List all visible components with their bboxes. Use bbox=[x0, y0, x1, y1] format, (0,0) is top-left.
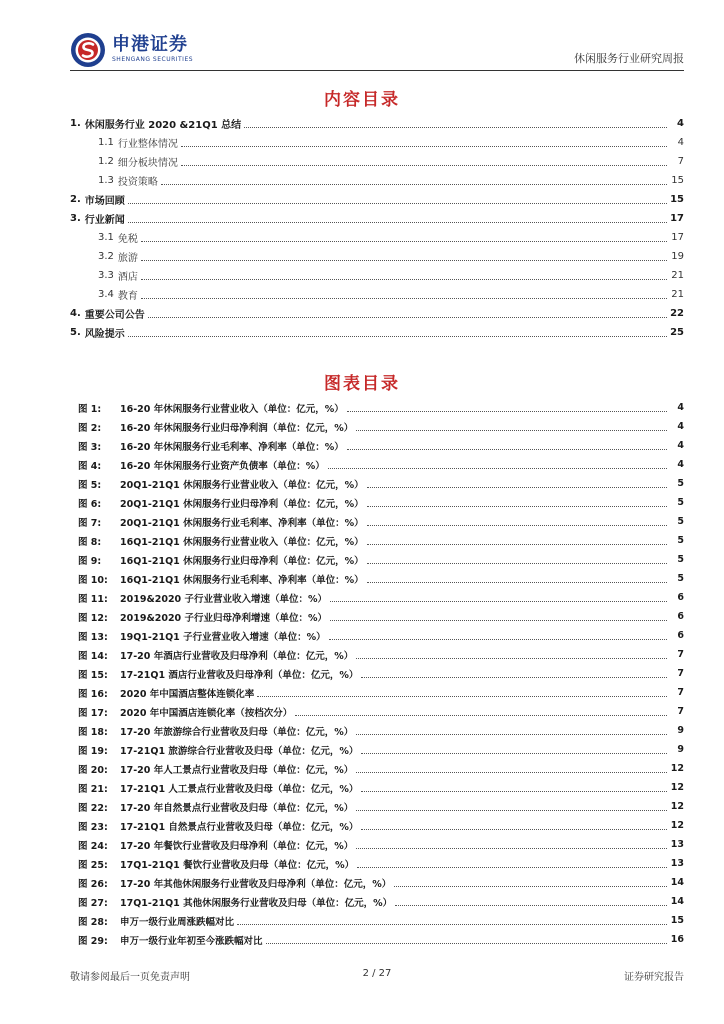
figure-entry-label: 17Q1-21Q1 餐饮行业营收及归母（单位：亿元，%） bbox=[120, 859, 355, 871]
toc-entry[interactable] bbox=[70, 266, 684, 285]
figure-entry-label: 16Q1-21Q1 休闲服务行业毛利率、净利率（单位：%） bbox=[120, 574, 364, 586]
figure-entry-page: 6 bbox=[677, 592, 684, 603]
toc-entry-page: 15 bbox=[670, 194, 684, 205]
figure-entry[interactable] bbox=[78, 455, 684, 474]
figure-entry-label: 17-20 年餐饮行业营收及归母净利（单位：亿元，%） bbox=[120, 840, 354, 852]
shengang-logo-icon bbox=[70, 32, 106, 68]
figure-entry[interactable] bbox=[78, 588, 684, 607]
figure-entry-page: 12 bbox=[670, 820, 684, 831]
dot-leader bbox=[181, 165, 667, 166]
brand bbox=[112, 35, 193, 64]
toc-entry-label: 细分板块情况 bbox=[117, 158, 178, 169]
toc-entry[interactable] bbox=[70, 209, 684, 228]
toc-entry-label: 市场回顾 bbox=[84, 196, 125, 207]
figure-entry[interactable] bbox=[78, 645, 684, 664]
figure-entry-number: 图 22: bbox=[78, 802, 108, 814]
toc-entry[interactable] bbox=[70, 190, 684, 209]
toc-entry-number: 1. bbox=[70, 118, 81, 129]
toc-entry-page: 21 bbox=[671, 289, 684, 300]
figure-entry[interactable] bbox=[78, 702, 684, 721]
figure-entry-label: 17-20 年自然景点行业营收及归母（单位：亿元，%） bbox=[120, 802, 354, 814]
toc-entry[interactable] bbox=[70, 228, 684, 247]
figure-entry-label: 17-21Q1 自然景点行业营收及归母（单位：亿元，%） bbox=[120, 821, 359, 833]
figure-entry[interactable] bbox=[78, 436, 684, 455]
figure-entry-label: 16Q1-21Q1 休闲服务行业营业收入（单位：亿元，%） bbox=[120, 536, 364, 548]
figure-entry-page: 7 bbox=[677, 649, 684, 660]
dot-leader bbox=[347, 411, 667, 412]
toc-entry-number: 1.1 bbox=[98, 137, 114, 148]
figure-entry-page: 6 bbox=[677, 630, 684, 641]
figure-entry[interactable] bbox=[78, 607, 684, 626]
toc-title: 内容目录 bbox=[324, 90, 400, 110]
figure-entry[interactable] bbox=[78, 664, 684, 683]
figure-entry[interactable] bbox=[78, 930, 684, 949]
figure-entry-label: 19Q1-21Q1 子行业营业收入增速（单位：%） bbox=[120, 631, 326, 643]
dot-leader bbox=[361, 829, 667, 830]
toc-entry-number: 3.4 bbox=[98, 289, 114, 300]
figure-entry-page: 15 bbox=[670, 915, 684, 926]
figure-entry-label: 16-20 年休闲服务行业归母净利润（单位：亿元，%） bbox=[120, 422, 354, 434]
dot-leader bbox=[244, 127, 667, 128]
toc-entry-number: 2. bbox=[70, 194, 81, 205]
toc-entry-number: 1.3 bbox=[98, 175, 114, 186]
dot-leader bbox=[367, 506, 667, 507]
dot-leader bbox=[356, 810, 667, 811]
figure-entry[interactable] bbox=[78, 550, 684, 569]
figure-entry-number: 图 8: bbox=[78, 536, 102, 548]
figure-entry-label: 16-20 年休闲服务行业毛利率、净利率（单位：%） bbox=[120, 441, 344, 453]
toc-entry-number: 4. bbox=[70, 308, 81, 319]
dot-leader bbox=[395, 905, 667, 906]
report-type: 休闲服务行业研究周报 bbox=[574, 52, 684, 65]
figure-entry-label: 16Q1-21Q1 休闲服务行业归母净利（单位：亿元，%） bbox=[120, 555, 364, 567]
toc-entry-label: 休闲服务行业 2020 &21Q1 总结 bbox=[84, 120, 242, 131]
figure-entry-number: 图 12: bbox=[78, 612, 108, 624]
dot-leader bbox=[141, 298, 667, 299]
figure-entry-page: 6 bbox=[677, 611, 684, 622]
figure-entry[interactable] bbox=[78, 911, 684, 930]
toc-entry-number: 3.1 bbox=[98, 232, 114, 243]
figure-entry-number: 图 5: bbox=[78, 479, 102, 491]
figure-entry-number: 图 6: bbox=[78, 498, 102, 510]
header-divider bbox=[70, 70, 684, 71]
figure-entry-number: 图 20: bbox=[78, 764, 108, 776]
figure-entry-number: 图 26: bbox=[78, 878, 108, 890]
dot-leader bbox=[141, 241, 667, 242]
toc-entry-label: 教育 bbox=[117, 291, 138, 302]
toc-entry-label: 行业新闻 bbox=[84, 215, 125, 226]
dot-leader bbox=[357, 867, 667, 868]
figure-entry-page: 4 bbox=[677, 421, 684, 432]
figure-entry-page: 7 bbox=[677, 687, 684, 698]
dot-leader bbox=[367, 487, 667, 488]
figure-entry-number: 图 9: bbox=[78, 555, 102, 567]
dot-leader bbox=[367, 563, 667, 564]
toc-entry[interactable] bbox=[70, 133, 684, 152]
figure-entry-page: 4 bbox=[677, 440, 684, 451]
dot-leader bbox=[361, 677, 667, 678]
figure-entry-number: 图 7: bbox=[78, 517, 102, 529]
figure-entry-number: 图 2: bbox=[78, 422, 102, 434]
dot-leader bbox=[148, 317, 667, 318]
figure-entry-label: 申万一级行业周涨跌幅对比 bbox=[120, 916, 235, 928]
figure-entry[interactable] bbox=[78, 797, 684, 816]
toc-entry-number: 1.2 bbox=[98, 156, 114, 167]
dot-leader bbox=[356, 734, 667, 735]
figure-entry-number: 图 17: bbox=[78, 707, 108, 719]
toc-entry-label: 投资策略 bbox=[117, 177, 158, 188]
figure-entry[interactable] bbox=[78, 683, 684, 702]
toc-entry-label: 免税 bbox=[117, 234, 138, 245]
toc-entry-label: 酒店 bbox=[117, 272, 138, 283]
disclaimer-note: 敬请参阅最后一页免责声明 bbox=[70, 972, 190, 983]
toc-entry-page: 19 bbox=[671, 251, 684, 262]
figure-entry-number: 图 1: bbox=[78, 403, 102, 415]
figure-entry-number: 图 10: bbox=[78, 574, 108, 586]
toc-entry-label: 旅游 bbox=[117, 253, 138, 264]
figure-entry-label: 20Q1-21Q1 休闲服务行业营业收入（单位：亿元，%） bbox=[120, 479, 364, 491]
figure-entry-number: 图 14: bbox=[78, 650, 108, 662]
dot-leader bbox=[128, 203, 667, 204]
figure-entry[interactable] bbox=[78, 531, 684, 550]
figure-entry-label: 17-20 年旅游综合行业营收及归母（单位：亿元，%） bbox=[120, 726, 354, 738]
toc-entry[interactable] bbox=[70, 152, 684, 171]
dot-leader bbox=[367, 525, 667, 526]
figure-entry[interactable] bbox=[78, 417, 684, 436]
dot-leader bbox=[266, 943, 667, 944]
figure-entry-label: 16-20 年休闲服务行业营业收入（单位：亿元，%） bbox=[120, 403, 344, 415]
figure-entry-number: 图 18: bbox=[78, 726, 108, 738]
dot-leader bbox=[361, 791, 667, 792]
figure-list bbox=[78, 398, 684, 949]
page-footer bbox=[70, 968, 684, 982]
figure-entry[interactable] bbox=[78, 398, 684, 417]
figure-entry-page: 12 bbox=[670, 782, 684, 793]
figure-entry-label: 2020 年中国酒店整体连锁化率 bbox=[120, 688, 255, 700]
toc-entry-label: 风险提示 bbox=[84, 329, 125, 340]
figure-entry-page: 14 bbox=[670, 877, 684, 888]
figure-entry-number: 图 23: bbox=[78, 821, 108, 833]
dot-leader bbox=[347, 449, 667, 450]
figure-entry[interactable] bbox=[78, 873, 684, 892]
figure-entry-number: 图 4: bbox=[78, 460, 102, 472]
figure-toc-title: 图表目录 bbox=[324, 374, 400, 394]
figure-entry[interactable] bbox=[78, 854, 684, 873]
toc-entry-page: 17 bbox=[671, 232, 684, 243]
toc-entry-number: 3.2 bbox=[98, 251, 114, 262]
figure-entry-page: 13 bbox=[670, 839, 684, 850]
figure-entry-label: 2020 年中国酒店连锁化率（按档次分） bbox=[120, 707, 293, 719]
figure-entry-page: 14 bbox=[670, 896, 684, 907]
figure-entry-label: 20Q1-21Q1 休闲服务行业毛利率、净利率（单位：%） bbox=[120, 517, 364, 529]
figure-entry-page: 7 bbox=[677, 706, 684, 717]
toc-entry[interactable] bbox=[70, 304, 684, 323]
toc-entry[interactable] bbox=[70, 323, 684, 342]
dot-leader bbox=[237, 924, 667, 925]
figure-entry-number: 图 27: bbox=[78, 897, 108, 909]
figure-entry-page: 5 bbox=[677, 554, 684, 565]
dot-leader bbox=[181, 146, 667, 147]
figure-entry-page: 16 bbox=[670, 934, 684, 945]
figure-entry-page: 7 bbox=[677, 668, 684, 679]
toc-entry-page: 22 bbox=[670, 308, 684, 319]
toc-entry[interactable] bbox=[70, 171, 684, 190]
dot-leader bbox=[356, 848, 667, 849]
figure-entry[interactable] bbox=[78, 892, 684, 911]
dot-leader bbox=[328, 468, 667, 469]
figure-entry-number: 图 28: bbox=[78, 916, 108, 928]
figure-entry-number: 图 19: bbox=[78, 745, 108, 757]
figure-entry-page: 12 bbox=[670, 801, 684, 812]
figure-entry[interactable] bbox=[78, 474, 684, 493]
figure-entry-label: 2019&2020 子行业归母净利增速（单位：%） bbox=[120, 612, 327, 624]
figure-entry-page: 5 bbox=[677, 478, 684, 489]
figure-entry-number: 图 24: bbox=[78, 840, 108, 852]
dot-leader bbox=[356, 430, 667, 431]
toc-entry-number: 3.3 bbox=[98, 270, 114, 281]
figure-entry-page: 9 bbox=[677, 725, 684, 736]
figure-entry[interactable] bbox=[78, 721, 684, 740]
dot-leader bbox=[161, 184, 667, 185]
figure-entry-number: 图 3: bbox=[78, 441, 102, 453]
figure-entry-label: 17-21Q1 酒店行业营收及归母净利（单位：亿元，%） bbox=[120, 669, 359, 681]
toc-entry-label: 行业整体情况 bbox=[117, 139, 178, 150]
dot-leader bbox=[329, 639, 667, 640]
figure-entry-page: 9 bbox=[677, 744, 684, 755]
toc-entry-page: 21 bbox=[671, 270, 684, 281]
brand-name: 申港证券 bbox=[112, 34, 188, 55]
figure-entry-page: 5 bbox=[677, 573, 684, 584]
dot-leader bbox=[128, 336, 667, 337]
figure-entry[interactable] bbox=[78, 493, 684, 512]
figure-entry-page: 4 bbox=[677, 402, 684, 413]
figure-entry-number: 图 25: bbox=[78, 859, 108, 871]
dot-leader bbox=[128, 222, 667, 223]
dot-leader bbox=[356, 772, 667, 773]
figure-entry-number: 图 11: bbox=[78, 593, 108, 605]
figure-entry-number: 图 15: bbox=[78, 669, 108, 681]
toc-entry[interactable] bbox=[70, 247, 684, 266]
toc-entry-number: 5. bbox=[70, 327, 81, 338]
figure-entry[interactable] bbox=[78, 816, 684, 835]
toc-entry-page: 25 bbox=[670, 327, 684, 338]
figure-entry-page: 5 bbox=[677, 535, 684, 546]
toc-entry-page: 15 bbox=[671, 175, 684, 186]
figure-entry-label: 16-20 年休闲服务行业资产负债率（单位：%） bbox=[120, 460, 325, 472]
figure-entry[interactable] bbox=[78, 626, 684, 645]
toc-entry[interactable] bbox=[70, 285, 684, 304]
dot-leader bbox=[330, 601, 667, 602]
report-category: 证券研究报告 bbox=[624, 972, 684, 983]
figure-entry-label: 20Q1-21Q1 休闲服务行业归母净利（单位：亿元，%） bbox=[120, 498, 364, 510]
dot-leader bbox=[394, 886, 667, 887]
dot-leader bbox=[356, 658, 667, 659]
toc-entry-page: 7 bbox=[677, 156, 684, 167]
figure-entry[interactable] bbox=[78, 512, 684, 531]
brand-name-en: SHENGANG SECURITIES bbox=[112, 56, 194, 63]
figure-entry-number: 图 29: bbox=[78, 935, 108, 947]
dot-leader bbox=[330, 620, 667, 621]
toc-entry-page: 4 bbox=[677, 118, 684, 129]
figure-entry[interactable] bbox=[78, 569, 684, 588]
dot-leader bbox=[361, 753, 667, 754]
figure-entry-label: 17-20 年人工景点行业营收及归母（单位：亿元，%） bbox=[120, 764, 354, 776]
figure-entry-page: 4 bbox=[677, 459, 684, 470]
dot-leader bbox=[257, 696, 667, 697]
toc-entry[interactable] bbox=[70, 114, 684, 133]
figure-entry[interactable] bbox=[78, 835, 684, 854]
figure-entry-label: 17-21Q1 人工景点行业营收及归母（单位：亿元，%） bbox=[120, 783, 359, 795]
page-number: 2 / 27 bbox=[362, 968, 392, 979]
toc-entry-number: 3. bbox=[70, 213, 81, 224]
dot-leader bbox=[295, 715, 667, 716]
figure-entry-number: 图 21: bbox=[78, 783, 108, 795]
toc-entry-page: 4 bbox=[677, 137, 684, 148]
figure-entry-label: 17-20 年其他休闲服务行业营收及归母净利（单位：亿元，%） bbox=[120, 878, 392, 890]
figure-entry-label: 17-20 年酒店行业营收及归母净利（单位：亿元，%） bbox=[120, 650, 354, 662]
figure-entry[interactable] bbox=[78, 778, 684, 797]
dot-leader bbox=[141, 260, 667, 261]
figure-entry-number: 图 16: bbox=[78, 688, 108, 700]
figure-entry[interactable] bbox=[78, 740, 684, 759]
figure-entry-label: 申万一级行业年初至今涨跌幅对比 bbox=[120, 935, 263, 947]
page-header bbox=[70, 32, 684, 72]
figure-entry-page: 12 bbox=[670, 763, 684, 774]
dot-leader bbox=[141, 279, 667, 280]
dot-leader bbox=[367, 544, 667, 545]
dot-leader bbox=[367, 582, 667, 583]
figure-entry-page: 5 bbox=[677, 497, 684, 508]
figure-entry-label: 17-21Q1 旅游综合行业营收及归母（单位：亿元，%） bbox=[120, 745, 359, 757]
toc-entry-page: 17 bbox=[670, 213, 684, 224]
figure-entry-label: 2019&2020 子行业营业收入增速（单位：%） bbox=[120, 593, 327, 605]
toc-list bbox=[70, 114, 684, 342]
figure-entry-label: 17Q1-21Q1 其他休闲服务行业营收及归母（单位：亿元，%） bbox=[120, 897, 393, 909]
figure-entry-page: 5 bbox=[677, 516, 684, 527]
figure-entry-page: 13 bbox=[670, 858, 684, 869]
figure-entry[interactable] bbox=[78, 759, 684, 778]
figure-entry-number: 图 13: bbox=[78, 631, 108, 643]
toc-entry-label: 重要公司公告 bbox=[84, 310, 145, 321]
